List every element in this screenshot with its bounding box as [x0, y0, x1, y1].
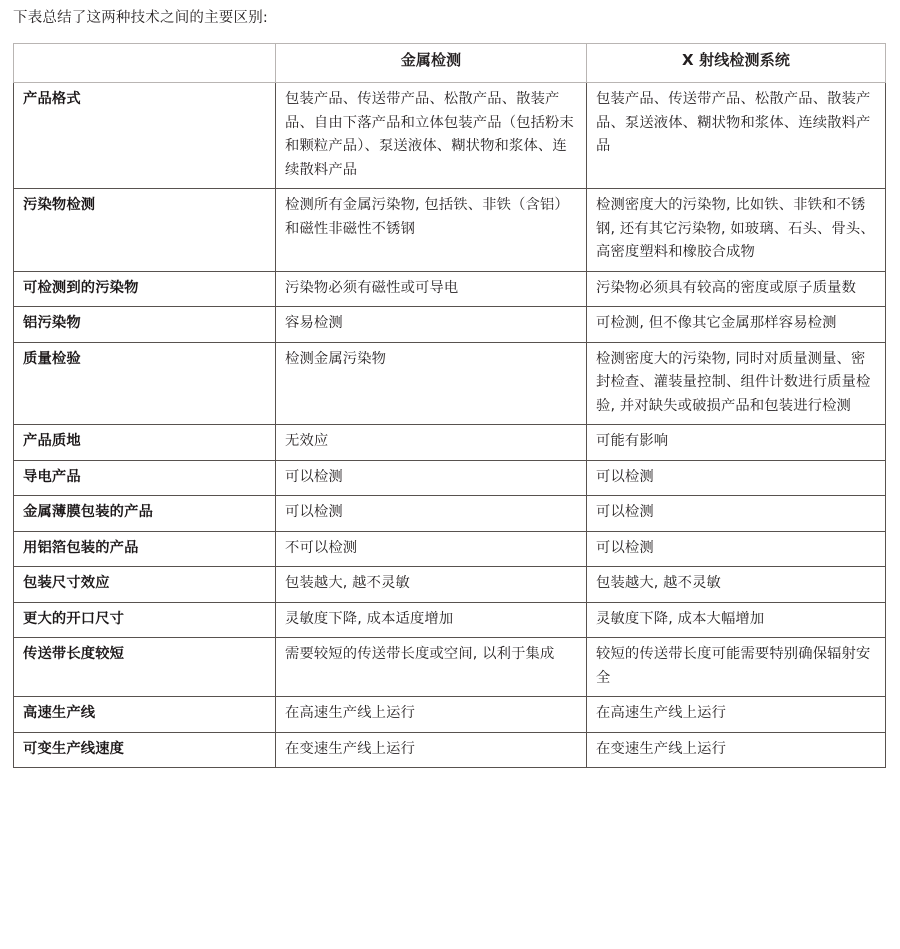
- cell-feature: 用铝箔包装的产品: [14, 531, 276, 567]
- cell-feature: 可检测到的污染物: [14, 271, 276, 307]
- cell-xray-inspection: 可以检测: [587, 496, 886, 532]
- cell-xray-inspection: 可检测, 但不像其它金属那样容易检测: [587, 307, 886, 343]
- cell-metal-detection: 在变速生产线上运行: [276, 732, 587, 768]
- cell-feature: 包装尺寸效应: [14, 567, 276, 603]
- cell-metal-detection: 包装产品、传送带产品、松散产品、散装产品、自由下落产品和立体包装产品（包括粉末和颗粒产品）、泵送液体、糊状物和浆体、连续散料产品: [276, 83, 587, 189]
- cell-metal-detection: 包装越大, 越不灵敏: [276, 567, 587, 603]
- cell-metal-detection: 需要较短的传送带长度或空间, 以利于集成: [276, 638, 587, 697]
- cell-feature: 污染物检测: [14, 189, 276, 272]
- cell-metal-detection: 灵敏度下降, 成本适度增加: [276, 602, 587, 638]
- comparison-table: [13, 43, 886, 768]
- cell-xray-inspection: 检测密度大的污染物, 同时对质量测量、密封检查、灌装量控制、组件计数进行质量检验, 并对缺失或破损产品和包装进行检测: [587, 342, 886, 425]
- comparison-table-container: [13, 43, 885, 768]
- table-header: [14, 44, 886, 83]
- table-row: [14, 531, 886, 567]
- table-row: [14, 638, 886, 697]
- cell-feature: 可变生产线速度: [14, 732, 276, 768]
- cell-metal-detection: 可以检测: [276, 460, 587, 496]
- table-row: [14, 602, 886, 638]
- cell-xray-inspection: 在高速生产线上运行: [587, 697, 886, 733]
- cell-metal-detection: 污染物必须有磁性或可导电: [276, 271, 587, 307]
- table-row: [14, 271, 886, 307]
- table-row: [14, 496, 886, 532]
- cell-xray-inspection: 包装越大, 越不灵敏: [587, 567, 886, 603]
- cell-xray-inspection: 较短的传送带长度可能需要特别确保辐射安全: [587, 638, 886, 697]
- header-cell-metal-detection: 金属检测: [276, 44, 587, 83]
- cell-xray-inspection: 污染物必须具有较高的密度或原子质量数: [587, 271, 886, 307]
- table-row: [14, 342, 886, 425]
- cell-xray-inspection: 检测密度大的污染物, 比如铁、非铁和不锈钢, 还有其它污染物, 如玻璃、石头、骨头、高密度塑料和橡胶合成物: [587, 189, 886, 272]
- header-cell-xray-inspection: X 射线检测系统: [587, 44, 886, 83]
- table-row: [14, 732, 886, 768]
- header-row: [14, 44, 886, 83]
- table-row: [14, 567, 886, 603]
- cell-metal-detection: 检测所有金属污染物, 包括铁、非铁（含铝）和磁性非磁性不锈钢: [276, 189, 587, 272]
- table-row: [14, 697, 886, 733]
- intro-paragraph: 下表总结了这两种技术之间的主要区别:: [13, 10, 268, 26]
- table-row: [14, 189, 886, 272]
- cell-xray-inspection: 灵敏度下降, 成本大幅增加: [587, 602, 886, 638]
- cell-metal-detection: 检测金属污染物: [276, 342, 587, 425]
- cell-xray-inspection: 包装产品、传送带产品、松散产品、散装产品、泵送液体、糊状物和浆体、连续散料产品: [587, 83, 886, 189]
- cell-feature: 高速生产线: [14, 697, 276, 733]
- table-body: [14, 83, 886, 768]
- cell-xray-inspection: 可以检测: [587, 460, 886, 496]
- cell-feature: 更大的开口尺寸: [14, 602, 276, 638]
- cell-feature: 金属薄膜包装的产品: [14, 496, 276, 532]
- cell-feature: 产品质地: [14, 425, 276, 461]
- cell-feature: 质量检验: [14, 342, 276, 425]
- cell-feature: 导电产品: [14, 460, 276, 496]
- cell-metal-detection: 容易检测: [276, 307, 587, 343]
- table-row: [14, 460, 886, 496]
- cell-xray-inspection: 在变速生产线上运行: [587, 732, 886, 768]
- cell-xray-inspection: 可以检测: [587, 531, 886, 567]
- cell-metal-detection: 无效应: [276, 425, 587, 461]
- cell-feature: 传送带长度较短: [14, 638, 276, 697]
- cell-metal-detection: 在高速生产线上运行: [276, 697, 587, 733]
- table-row: [14, 83, 886, 189]
- cell-feature: 产品格式: [14, 83, 276, 189]
- table-row: [14, 307, 886, 343]
- cell-xray-inspection: 可能有影响: [587, 425, 886, 461]
- cell-metal-detection: 不可以检测: [276, 531, 587, 567]
- header-cell-feature: [14, 44, 276, 83]
- cell-feature: 铝污染物: [14, 307, 276, 343]
- cell-metal-detection: 可以检测: [276, 496, 587, 532]
- table-row: [14, 425, 886, 461]
